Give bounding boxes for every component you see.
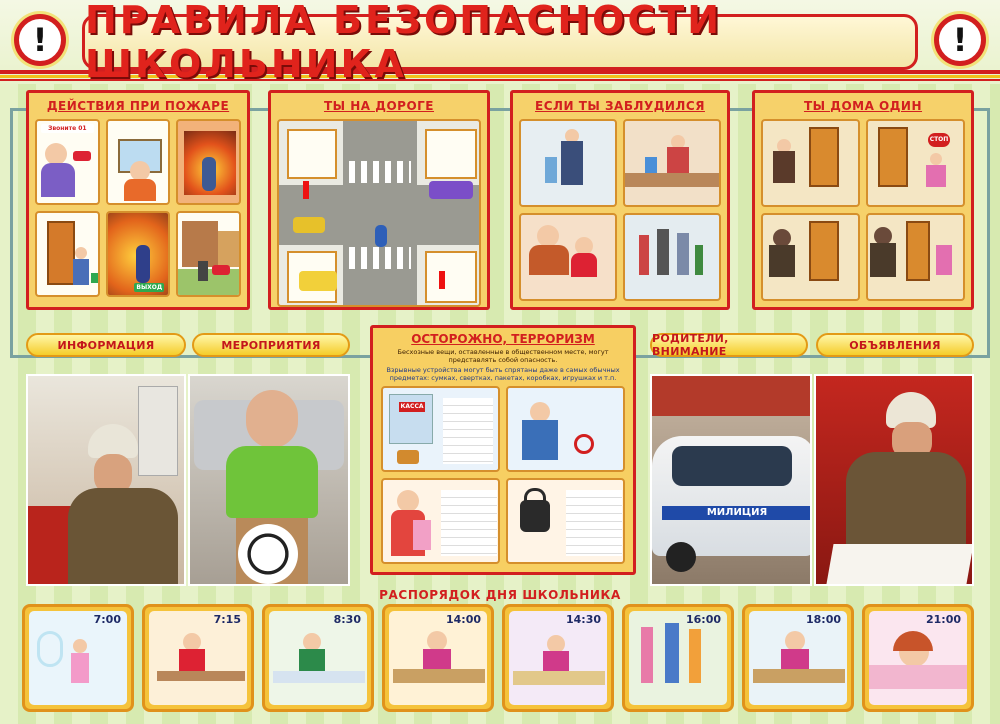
fire-card-exit bbox=[106, 211, 171, 297]
boy-face bbox=[246, 390, 298, 448]
tab-announcements bbox=[816, 333, 974, 357]
tab-info-label: ИНФОРМАЦИЯ bbox=[57, 338, 155, 352]
connector-line-right bbox=[987, 108, 990, 358]
helmet bbox=[88, 424, 138, 458]
terror-card-bag bbox=[506, 478, 625, 564]
schedule-slot bbox=[142, 604, 254, 712]
schedule-time: 7:15 bbox=[213, 613, 241, 626]
tab-parents-label: РОДИТЕЛИ, ВНИМАНИЕ bbox=[652, 332, 729, 358]
photo-police-car bbox=[650, 374, 812, 586]
home-card-doorbell bbox=[761, 119, 860, 207]
crosswalk bbox=[349, 247, 411, 269]
boy-shirt bbox=[226, 446, 318, 518]
lost-panel bbox=[510, 90, 730, 310]
tab-announcements-label: ОБЪЯВЛЕНИЯ bbox=[849, 338, 941, 352]
fire-card-street bbox=[176, 211, 241, 297]
stop-sign: СТОП bbox=[928, 133, 950, 147]
schedule-time: 18:00 bbox=[805, 613, 841, 626]
tab-info bbox=[26, 333, 186, 357]
terror-text-2: Взрывные устройства могут быть спрятаны даже в самых обычных предметах: сумках, свертках, пакетах, коробках, игрушках и т.п. bbox=[386, 366, 620, 382]
lost-card-parents bbox=[519, 213, 617, 301]
crosswalk bbox=[349, 161, 411, 183]
lost-card-meeting bbox=[623, 213, 721, 301]
schedule-time: 21:00 bbox=[925, 613, 961, 626]
warning-glyph: ! bbox=[952, 21, 968, 59]
police-car-window bbox=[672, 446, 792, 486]
police-car-label: МИЛИЦИЯ bbox=[662, 506, 812, 520]
lost-card-police bbox=[519, 119, 617, 207]
photo-firefighter bbox=[26, 374, 186, 586]
soccer-ball bbox=[238, 524, 298, 584]
schedule-time: 7:00 bbox=[93, 613, 121, 626]
road-card bbox=[425, 129, 477, 179]
schedule-slot bbox=[502, 604, 614, 712]
schedule-time: 14:00 bbox=[445, 613, 481, 626]
terror-card-cashier bbox=[381, 386, 500, 472]
road-card bbox=[425, 251, 477, 303]
home-card-intruder bbox=[866, 213, 965, 301]
lost-cards bbox=[519, 119, 721, 301]
warning-icon bbox=[303, 181, 309, 199]
schedule-slot bbox=[262, 604, 374, 712]
home-alone-panel bbox=[752, 90, 974, 310]
schedule-slot bbox=[622, 604, 734, 712]
schedule-title: РАСПОРЯДОК ДНЯ ШКОЛЬНИКА bbox=[379, 588, 621, 602]
schedule-title-wrap bbox=[360, 584, 640, 603]
warning-glyph: ! bbox=[32, 21, 48, 59]
pedestrian bbox=[375, 225, 387, 247]
page-title: ПРАВИЛА БЕЗОПАСНОСТИ ШКОЛЬНИКА bbox=[85, 0, 723, 86]
fire-panel bbox=[26, 90, 250, 310]
road-panel-title: ТЫ НА ДОРОГЕ bbox=[323, 99, 435, 113]
tab-parents bbox=[650, 333, 808, 357]
road-panel bbox=[268, 90, 490, 310]
home-card-stop bbox=[866, 119, 965, 207]
photo-firefighter-writing bbox=[814, 374, 974, 586]
fire-card-window bbox=[106, 119, 171, 205]
terror-text-1: Бесхозные вещи, оставленные в общественном месте, могут представлять собой опасность. bbox=[397, 348, 609, 364]
warning-icon bbox=[439, 271, 445, 289]
fire-card-caption: Звоните 01 bbox=[41, 124, 94, 133]
fire-card-door bbox=[35, 211, 100, 297]
road-scene bbox=[277, 119, 481, 307]
connector-line-left bbox=[10, 108, 13, 358]
fire-panel-title: ДЕЙСТВИЯ ПРИ ПОЖАРЕ bbox=[46, 99, 230, 113]
lost-panel-title: ЕСЛИ ТЫ ЗАБЛУДИЛСЯ bbox=[535, 99, 705, 113]
car bbox=[293, 217, 325, 233]
terror-card-phone bbox=[506, 386, 625, 472]
schedule-time: 16:00 bbox=[685, 613, 721, 626]
photo-boy bbox=[188, 374, 350, 586]
car bbox=[299, 271, 337, 291]
warning-icon-right bbox=[934, 14, 986, 66]
schedule-slot bbox=[862, 604, 974, 712]
home-card-phone bbox=[761, 213, 860, 301]
warning-icon-left bbox=[14, 14, 66, 66]
terror-cards bbox=[381, 386, 625, 564]
home-alone-cards bbox=[761, 119, 965, 301]
fire-truck-background bbox=[652, 376, 812, 416]
tab-events-label: МЕРОПРИЯТИЯ bbox=[221, 338, 321, 352]
fire-cards bbox=[35, 119, 241, 297]
fire-card-call bbox=[35, 119, 100, 205]
exit-sign: ВЫХОД bbox=[134, 283, 164, 292]
paper bbox=[826, 544, 973, 584]
wheel bbox=[666, 542, 696, 572]
terror-panel bbox=[370, 325, 636, 575]
cashier-sign: КАССА bbox=[400, 403, 424, 410]
tab-events bbox=[192, 333, 350, 357]
title-plate bbox=[82, 0, 918, 86]
schedule-slot bbox=[742, 604, 854, 712]
road-card bbox=[287, 129, 337, 179]
schedule-time: 8:30 bbox=[333, 613, 361, 626]
schedule-slot bbox=[22, 604, 134, 712]
schedule-row bbox=[22, 604, 974, 712]
schedule-time: 14:30 bbox=[565, 613, 601, 626]
home-alone-panel-title: ТЫ ДОМА ОДИН bbox=[803, 99, 923, 113]
fire-card-smoke bbox=[176, 119, 241, 205]
firefighter-suit bbox=[68, 488, 178, 586]
bus bbox=[429, 181, 473, 199]
building bbox=[138, 386, 178, 476]
terror-title: ОСТОРОЖНО, ТЕРРОРИЗМ bbox=[411, 332, 595, 346]
lost-card-shop bbox=[623, 119, 721, 207]
terror-card-mother bbox=[381, 478, 500, 564]
schedule-slot bbox=[382, 604, 494, 712]
forbid-icon bbox=[574, 434, 594, 454]
